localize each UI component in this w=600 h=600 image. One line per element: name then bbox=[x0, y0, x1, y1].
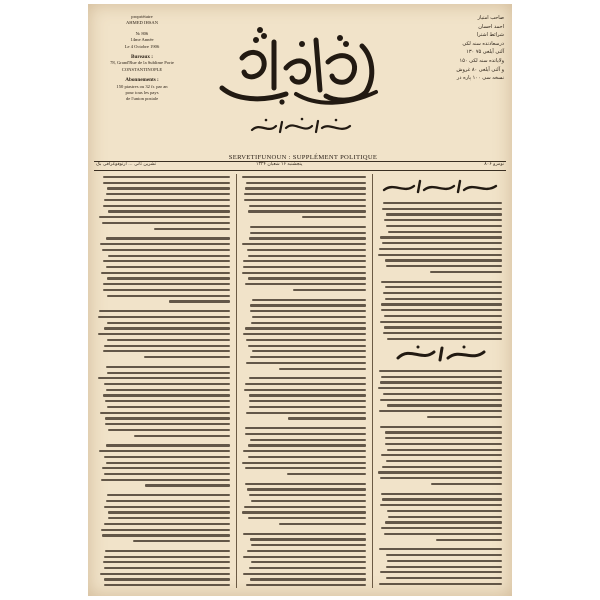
text-line bbox=[302, 216, 366, 218]
text-line bbox=[379, 248, 502, 250]
text-line bbox=[245, 433, 366, 435]
text-line bbox=[379, 370, 502, 372]
text-line bbox=[384, 219, 502, 221]
text-line bbox=[385, 431, 502, 433]
text-line bbox=[279, 523, 366, 525]
text-line bbox=[106, 500, 230, 502]
issue-year: 14me Année bbox=[130, 37, 154, 43]
text-line bbox=[427, 416, 502, 418]
text-line bbox=[383, 332, 502, 334]
text-line bbox=[387, 449, 502, 451]
text-line bbox=[430, 271, 502, 273]
text-line bbox=[245, 327, 366, 329]
text-line bbox=[287, 473, 366, 475]
text-line bbox=[246, 339, 366, 341]
header-right-line-1: صاحب امتیاز bbox=[477, 15, 504, 21]
text-line bbox=[249, 494, 366, 496]
text-line bbox=[386, 265, 502, 267]
text-line bbox=[107, 187, 230, 189]
text-line bbox=[247, 249, 366, 251]
text-line bbox=[245, 283, 366, 285]
text-line bbox=[103, 182, 230, 184]
text-line bbox=[378, 254, 502, 256]
text-line bbox=[243, 260, 366, 262]
text-line bbox=[379, 410, 502, 412]
dateline-center: پنجشنبه ۱۶ شعبان ۱۳۲۴ bbox=[256, 162, 303, 167]
text-line bbox=[380, 571, 502, 573]
column-left bbox=[98, 176, 230, 588]
text-line bbox=[383, 292, 502, 294]
header-right bbox=[420, 14, 504, 83]
abonnements-text-2: pour tous les pays bbox=[125, 90, 159, 96]
column-divider-1 bbox=[236, 174, 237, 588]
header-right-line-6: ولایاتده سنه لکی ۱۵۰ bbox=[459, 57, 504, 64]
header-right-line-7: و آلتی آیلغی ۸۰ غروش bbox=[456, 66, 504, 73]
text-line bbox=[387, 510, 502, 512]
abonnements-text-3: de l'union postale bbox=[125, 96, 159, 102]
text-line bbox=[251, 544, 366, 546]
text-line bbox=[248, 456, 366, 458]
text-line bbox=[243, 266, 366, 268]
text-line bbox=[250, 232, 366, 234]
text-line bbox=[246, 182, 366, 184]
text-line bbox=[378, 387, 502, 389]
text-line bbox=[242, 462, 366, 464]
text-line bbox=[105, 417, 230, 419]
text-line bbox=[105, 550, 230, 552]
text-line bbox=[104, 523, 230, 525]
text-line bbox=[385, 298, 502, 300]
text-line bbox=[106, 266, 230, 268]
text-line bbox=[108, 517, 230, 519]
text-line bbox=[248, 255, 366, 257]
rule-bottom bbox=[94, 170, 506, 171]
text-line bbox=[244, 389, 366, 391]
text-line bbox=[378, 471, 502, 473]
text-line bbox=[244, 506, 366, 508]
text-line bbox=[107, 406, 230, 408]
text-line bbox=[104, 383, 230, 385]
text-line bbox=[385, 437, 502, 439]
text-line bbox=[104, 199, 230, 201]
text-line bbox=[288, 417, 366, 419]
text-line bbox=[385, 443, 502, 445]
text-line bbox=[249, 205, 366, 207]
text-line bbox=[248, 210, 366, 212]
text-line bbox=[106, 462, 230, 464]
text-line bbox=[104, 456, 230, 458]
text-line bbox=[384, 533, 502, 535]
text-line bbox=[386, 554, 502, 556]
column-right-text-1 bbox=[378, 202, 502, 344]
text-line bbox=[102, 534, 230, 536]
bureaux-label: Bureaux : bbox=[131, 54, 153, 61]
text-line bbox=[380, 426, 502, 428]
header-right-line-3: شرائط اشترا bbox=[476, 32, 504, 39]
text-line bbox=[385, 521, 502, 523]
text-line bbox=[242, 176, 366, 178]
header-right-line-2: احمد احسان bbox=[478, 23, 504, 30]
text-line bbox=[431, 483, 502, 485]
text-line bbox=[251, 561, 366, 563]
paragraph-break bbox=[378, 277, 502, 281]
text-line bbox=[248, 345, 366, 347]
text-line bbox=[247, 488, 366, 490]
text-line bbox=[250, 578, 366, 580]
text-line bbox=[106, 444, 230, 446]
text-line bbox=[249, 400, 366, 402]
text-line bbox=[102, 249, 230, 251]
masthead-logo bbox=[216, 22, 386, 108]
text-line bbox=[383, 393, 502, 395]
abonnements-text-1: 150 piastres ou 32 fr. par an bbox=[116, 83, 168, 89]
text-line bbox=[388, 231, 502, 233]
text-line bbox=[103, 205, 230, 207]
text-line bbox=[381, 281, 502, 283]
text-line bbox=[243, 556, 366, 558]
text-line bbox=[245, 467, 366, 469]
text-line bbox=[293, 289, 366, 291]
text-line bbox=[250, 304, 366, 306]
text-line bbox=[386, 213, 502, 215]
text-line bbox=[387, 560, 502, 562]
text-line bbox=[382, 208, 502, 210]
text-line bbox=[103, 176, 230, 178]
text-line bbox=[107, 372, 230, 374]
issue-date: Le 4 Octobre 1906 bbox=[124, 43, 160, 49]
text-line bbox=[382, 242, 502, 244]
text-line bbox=[245, 187, 366, 189]
text-line bbox=[99, 216, 230, 218]
text-line bbox=[100, 573, 230, 575]
bureaux-address-2: CONSTANTINOPLE bbox=[121, 66, 163, 72]
text-line bbox=[104, 473, 230, 475]
text-line bbox=[380, 477, 502, 479]
text-line bbox=[250, 356, 366, 358]
text-line bbox=[145, 484, 230, 486]
text-line bbox=[436, 539, 502, 541]
dateline-left: تشرین ثانی ... ارتوفوغرافی بک bbox=[96, 162, 157, 167]
abonnements-label: Abonnements : bbox=[125, 77, 159, 84]
text-line bbox=[103, 283, 230, 285]
text-line bbox=[242, 511, 366, 513]
text-line bbox=[386, 566, 502, 568]
column-middle bbox=[242, 176, 366, 588]
text-line bbox=[105, 423, 230, 425]
text-line bbox=[248, 277, 366, 279]
dateline bbox=[96, 162, 504, 169]
text-line bbox=[382, 498, 502, 500]
section-heading-2-calligraphy bbox=[392, 344, 488, 364]
text-line bbox=[249, 377, 366, 379]
text-line bbox=[249, 394, 366, 396]
text-line bbox=[103, 394, 230, 396]
header-right-line-8: نسخه سی ۱۰۰ پاره در bbox=[456, 75, 504, 82]
french-title: SERVETIFUNOUN : SUPPLÉMENT POLITIQUE bbox=[228, 154, 378, 161]
text-line bbox=[386, 577, 502, 579]
text-line bbox=[243, 533, 366, 535]
issue-number: № 806 bbox=[135, 30, 149, 36]
text-line bbox=[379, 548, 502, 550]
column-right-text-2 bbox=[378, 370, 502, 588]
text-line bbox=[245, 383, 366, 385]
text-line bbox=[379, 583, 502, 585]
section-heading-1 bbox=[378, 178, 502, 198]
text-line bbox=[100, 243, 230, 245]
text-line bbox=[133, 540, 230, 542]
text-line bbox=[251, 322, 366, 324]
text-line bbox=[106, 237, 230, 239]
text-line bbox=[169, 300, 230, 302]
dateline-right: نومرو ۸۰۶ bbox=[484, 162, 504, 167]
text-line bbox=[380, 381, 502, 383]
text-line bbox=[107, 339, 230, 341]
text-line bbox=[104, 506, 230, 508]
text-line bbox=[106, 389, 230, 391]
text-line bbox=[100, 412, 230, 414]
text-line bbox=[244, 193, 366, 195]
text-line bbox=[381, 376, 502, 378]
text-line bbox=[104, 327, 230, 329]
text-line bbox=[249, 406, 366, 408]
header-right-line-4: درسعادتده سنه لکی bbox=[462, 40, 504, 47]
proprietor-label: propriétaire bbox=[131, 14, 153, 19]
text-line bbox=[386, 225, 502, 227]
text-line bbox=[249, 567, 366, 569]
text-line bbox=[384, 315, 502, 317]
text-line bbox=[107, 494, 230, 496]
section-heading-2 bbox=[392, 344, 488, 364]
column-right bbox=[378, 176, 502, 588]
text-line bbox=[380, 399, 502, 401]
text-line bbox=[247, 550, 366, 552]
text-line bbox=[134, 435, 230, 437]
text-line bbox=[242, 243, 366, 245]
paragraph-break bbox=[242, 529, 366, 533]
text-line bbox=[246, 362, 366, 364]
text-line bbox=[380, 504, 502, 506]
text-line bbox=[251, 500, 366, 502]
proprietor-name: AHMED IHSAN bbox=[125, 20, 159, 26]
text-line bbox=[387, 404, 502, 406]
text-line bbox=[386, 460, 502, 462]
text-line bbox=[104, 345, 230, 347]
text-line bbox=[242, 272, 366, 274]
text-line bbox=[243, 573, 366, 575]
text-line bbox=[248, 444, 366, 446]
text-line bbox=[98, 333, 230, 335]
text-line bbox=[381, 309, 502, 311]
text-line bbox=[108, 210, 230, 212]
text-line bbox=[385, 259, 502, 261]
text-line bbox=[108, 429, 230, 431]
text-line bbox=[101, 479, 230, 481]
text-line bbox=[105, 400, 230, 402]
text-line bbox=[252, 299, 366, 301]
text-line bbox=[381, 454, 502, 456]
text-line bbox=[380, 321, 502, 323]
text-line bbox=[101, 272, 230, 274]
text-line bbox=[104, 556, 230, 558]
text-line bbox=[384, 326, 502, 328]
text-line bbox=[98, 377, 230, 379]
text-line bbox=[107, 295, 230, 297]
text-line bbox=[106, 193, 230, 195]
column-divider-2 bbox=[372, 174, 373, 588]
text-line bbox=[103, 260, 230, 262]
text-line bbox=[107, 322, 230, 324]
text-line bbox=[250, 226, 366, 228]
text-line bbox=[246, 584, 366, 586]
text-line bbox=[99, 450, 230, 452]
text-line bbox=[250, 439, 366, 441]
text-line bbox=[103, 289, 230, 291]
text-line bbox=[243, 450, 366, 452]
masthead-subtitle-logo bbox=[246, 116, 356, 138]
text-line bbox=[381, 303, 502, 305]
text-line bbox=[244, 199, 366, 201]
text-line bbox=[108, 511, 230, 513]
section-heading-1-calligraphy bbox=[378, 178, 502, 196]
column-middle-text bbox=[242, 176, 366, 588]
text-line bbox=[249, 237, 366, 239]
text-line bbox=[102, 467, 230, 469]
text-line bbox=[104, 578, 230, 580]
text-line bbox=[381, 527, 502, 529]
text-line bbox=[104, 567, 230, 569]
text-line bbox=[98, 316, 230, 318]
text-line bbox=[382, 466, 502, 468]
text-line bbox=[245, 483, 366, 485]
text-line bbox=[102, 222, 230, 224]
text-line bbox=[103, 561, 230, 563]
text-line bbox=[380, 236, 502, 238]
text-line bbox=[107, 277, 230, 279]
text-line bbox=[104, 584, 230, 586]
header-left bbox=[96, 14, 188, 103]
text-line bbox=[245, 427, 366, 429]
newspaper-page bbox=[88, 4, 512, 596]
bureaux-address-1: 78, Grand'Rue de la Sublime Porte bbox=[110, 60, 174, 66]
text-line bbox=[385, 286, 502, 288]
text-line bbox=[383, 202, 502, 204]
text-line bbox=[252, 350, 366, 352]
text-line bbox=[154, 228, 230, 230]
text-line bbox=[108, 255, 230, 257]
text-line bbox=[388, 516, 502, 518]
header-right-line-5: ۱۳۰ آلتی آیلغی ۷۵ bbox=[466, 49, 504, 56]
text-line bbox=[248, 517, 366, 519]
text-line bbox=[279, 368, 366, 370]
text-line bbox=[144, 356, 230, 358]
text-line bbox=[106, 366, 230, 368]
text-line bbox=[381, 493, 502, 495]
text-line bbox=[252, 316, 366, 318]
text-line bbox=[250, 310, 366, 312]
text-line bbox=[101, 529, 230, 531]
text-line bbox=[246, 412, 366, 414]
text-line bbox=[250, 538, 366, 540]
text-line bbox=[99, 310, 230, 312]
text-line bbox=[103, 350, 230, 352]
text-line bbox=[243, 333, 366, 335]
text-line bbox=[387, 338, 502, 340]
column-left-text bbox=[98, 176, 230, 588]
